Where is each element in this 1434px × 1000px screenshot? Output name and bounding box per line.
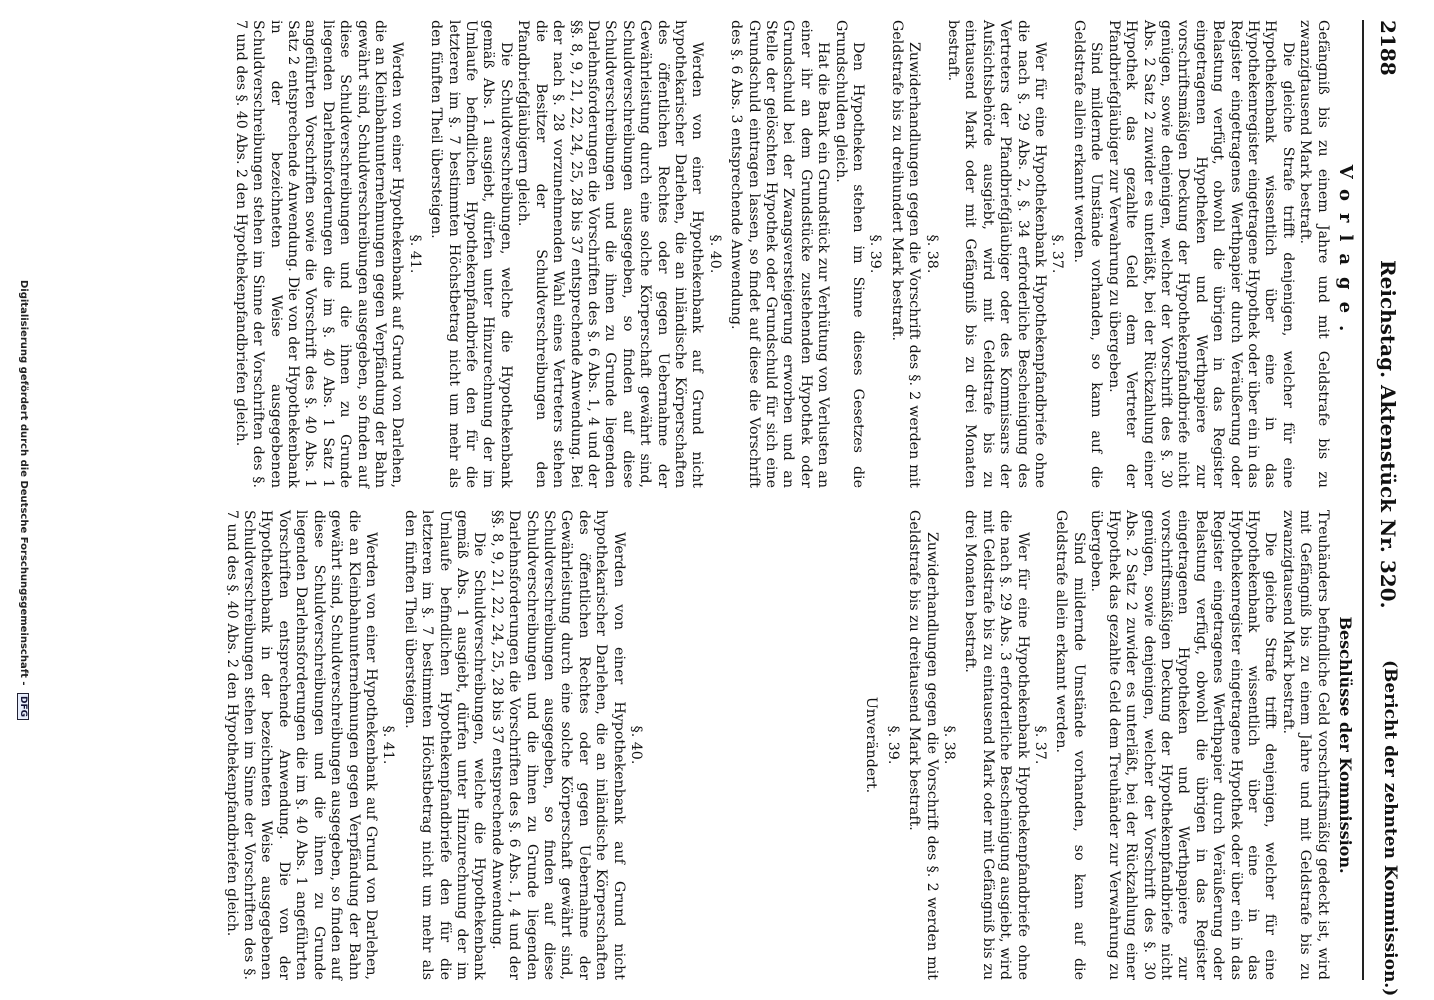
section-heading: §. 40. xyxy=(628,725,645,765)
digitization-text: Digitalisierung gefördert durch die Deutsche Forschungsgemeinschaft - xyxy=(18,279,29,686)
section-heading: §. 41. xyxy=(380,725,397,765)
paragraph: Werden von einer Hypothekenbank auf Grund nicht hypothekarischer Darlehen, die an inländische Körperschaften des öffentlichen Rechtes oder gegen Uebernahme der Gewährleistung durch eine solche Körperschaft gewährt sind, Schuldverschreibungen ausgegeben, so finden auf diese Schuldverschreibungen und die ihnen zu Grunde liegenden Darlehnsforderungen die Vorschriften des §. 6 Abs. 1, 4 und der §§. 8, 9, 21, 22, 24, 25, 28 bis 37 entsprechende Anwendung. xyxy=(488,510,627,980)
section-heading: §. 39. xyxy=(867,234,884,274)
section-heading: §. 41. xyxy=(406,234,423,274)
column-heading-vorlage: Vorlage. xyxy=(1335,164,1356,344)
section-heading: §. 38. xyxy=(923,234,940,274)
paragraph: Zuwiderhandlungen gegen die Vorschrift des §. 2 werden mit Geldstrafe bis zu dreihundert Mark bestraft. xyxy=(888,20,923,488)
paragraph: Die Schuldverschreibungen, welche die Hypothekenbank gemäß Abs. 1 ausgiebt, dürfen unter Hinzurechnung der im Umlaufe befindlichen Hypothekenpfandbriefe den für die letzteren im §. 7 bestimmten Höchstbetrag nicht um mehr als den fünften Theil übersteigen. xyxy=(401,510,488,980)
paragraph: Werden von einer Hypothekenbank auf Grund von Darlehen, die an Kleinbahnunternehmungen gegen Verpfändung der Bahn gewährt sind, Schuldverschreibungen ausgegeben, so finden auf diese Schuldverschreibungen und die ihnen zu Grunde liegenden Darlehnsforderungen die im §. 40 Abs. 1 angeführten Vorschriften entsprechende Anwendung. Die von der Hypothekenbank in der bezeichneten Weise ausgegebenen Schuldverschreibungen stehen im Sinne der Vorschriften des §. 7 und des §. 40 Abs. 2 den Hypothekenpfandbriefen gleich. xyxy=(223,510,379,980)
paragraph: Gefängniß bis zu einem Jahre und mit Geldstrafe bis zu zwanzigtausend Mark bestraft. xyxy=(1297,20,1331,488)
report-label: (Bericht der zehnten Kommission.) xyxy=(1380,660,1400,997)
section-heading: §. 39. xyxy=(884,725,901,765)
paragraph: Sind mildernde Umstände vorhanden, so kann auf die Geldstrafe allein erkannt werden. xyxy=(1070,20,1105,488)
digitization-notice xyxy=(17,0,29,1000)
paragraph: Sind mildernde Umstände vorhanden, so kann auf die Geldstrafe allein erkannt werden. xyxy=(1053,510,1087,980)
section-heading: §. 38. xyxy=(941,725,958,765)
paragraph: Treuhänders befindliche Geld vorschriftsmäßig gedeckt ist, wird mit Gefängniß bis zu einem Jahre und mit Geldstrafe bis zu zwanzigtausend Mark bestraft. xyxy=(1279,510,1331,980)
section-heading: §. 37. xyxy=(1032,725,1049,765)
header-rule xyxy=(1362,20,1364,980)
column-heading-beschluesse: Beschlüsse der Kommission. xyxy=(1336,616,1355,874)
section-heading: §. 37. xyxy=(1049,234,1066,274)
paragraph: Werden von einer Hypothekenbank auf Grund von Darlehen, die an Kleinbahnunternehmungen gegen Verpfändung der Bahn gewährt sind, Schuldverschreibungen ausgegeben, so finden auf diese Schuldverschreibungen und die ihnen zu Grunde liegenden Darlehnsforderungen die im §. 40 Abs. 1 Satz 1 angeführten Vorschriften sowie die Vorschrift des §. 40 Abs. 1 Satz 2 entsprechende Anwendung. Die von der Hypothekenbank in der bezeichneten Weise ausgegebenen Schuldverschreibungen stehen im Sinne der Vorschriften des §. 7 und des §. 40 Abs. 2 den Hypothekenpfandbriefen gleich. xyxy=(232,20,406,488)
paragraph: Werden von einer Hypothekenbank auf Grund nicht hypothekarischer Darlehen, die an inländische Körperschaften des öffentlichen Rechtes oder gegen Uebernahme der Gewährleistung durch eine solche Körperschaft gewährt sind, Schuldverschreibungen ausgegeben, so finden auf diese Schuldverschreibungen und die ihnen zu Grunde liegenden Darlehnsforderungen die Vorschriften des §. 6 Abs. 1, 4 und der §§. 8, 9, 21, 22, 24, 25, 28 bis 37 entsprechende Anwendung. Bei der nach §. 28 vorzunehmenden Wahl eines Vertreters stehen die Besitzer der Schuldverschreibungen den Pfandbriefgläubigern gleich. xyxy=(515,20,706,488)
paragraph: Zuwiderhandlungen gegen die Vorschrift des §. 2 werden mit Geldstrafe bis zu dreitausend Mark bestraft. xyxy=(906,510,940,980)
paragraph: Wer für eine Hypothekenbank Hypothekenpfandbriefe ohne die nach §. 29 Abs. 3 erforderliche Bescheinigung ausgiebt, wird mit Geldstrafe bis zu eintausend Mark oder mit Gefängniß bis zu drei Monaten bestraft. xyxy=(962,510,1031,980)
page-header xyxy=(1370,0,1400,1000)
paragraph: Den Hypotheken stehen im Sinne dieses Gesetzes die Grundschulden gleich. xyxy=(832,20,867,488)
column-vorlage xyxy=(231,20,1354,488)
dfg-logo: DFG xyxy=(17,693,29,720)
unchanged-note: Unverändert. xyxy=(863,696,880,794)
spacer xyxy=(648,510,858,980)
page-number: 2188 xyxy=(1376,20,1400,76)
paragraph: Wer für eine Hypothekenbank Hypothekenpfandbriefe ohne die nach §. 29 Abs. 2, §. 34 erforderliche Bescheinigung des Vertreters der Pfandbriefgläubiger oder des Kommissars der Aufsichtsbehörde ausgiebt, wird mit Geldstrafe bis zu eintausend Mark oder mit Gefängniß bis zu drei Monaten bestraft. xyxy=(945,20,1049,488)
paragraph: Hat die Bank ein Grundstück zur Verhütung von Verlusten an einer ihr an dem Grundstücke zustehenden Hypothek oder Grundschuld bei der Zwangsversteigerung erworben und an Stelle der gelöschten Hypothek oder Grundschuld für sich eine Grundschuld eintragen lassen, so findet auf diese die Vorschrift des §. 6 Abs. 3 entsprechende Anwendung. xyxy=(728,20,832,488)
paragraph: Die gleiche Strafe trifft denjenigen, welcher für eine Hypothekenbank wissentlich über eine in das Hypothekenregister eingetragene Hypothek oder über ein in das Register eingetragenes Werthpapier durch Veräußerung oder Belastung verfügt, obwohl die übrigen in das Register eingetragenen Hypotheken und Werthpapiere zur vorschriftsmäßigen Deckung der Hypothekenpfandbriefe nicht genügen, sowie denjenigen, welcher der Vorschrift des §. 30 Abs. 2 Satz 2 zuwider es unterläßt, bei der Rückzahlung einer Hypothek das gezahlte Geld dem Treuhänder zur Verwahrung zu übergeben. xyxy=(1088,510,1279,980)
paragraph: Die gleiche Strafe trifft denjenigen, welcher für eine Hypothekenbank wissentlich über eine in das Hypothekenregister eingetragene Hypothek oder über ein in das Register eingetragenes Werthpapier durch Veräußerung oder Belastung verfügt, obwohl die übrigen in das Register eingetragenen Hypotheken und Werthpapiere zur vorschriftsmäßigen Deckung der Hypothekenpfandbriefe nicht genügen, sowie denjenigen, welcher der Vorschrift des §. 30 Abs. 2 Satz 2 zuwider es unterläßt, bei der Rückzahlung einer Hypothek das gezahlte Geld dem Vertreter der Pfandbriefgläubiger zur Verwahrung zu übergeben. xyxy=(1105,20,1296,489)
paragraph: Die Schuldverschreibungen, welche die Hypothekenbank gemäß Abs. 1 ausgiebt, dürfen unter Hinzurechnung der im Umlaufe befindlichen Hypothekenpfandbriefe den für die letzteren im §. 7 bestimmten Höchstbetrag nicht um mehr als den fünften Theil übersteigen. xyxy=(428,20,514,488)
section-heading: §. 40. xyxy=(706,234,723,274)
document-title: Reichstag. Aktenstück Nr. 320. xyxy=(1376,260,1400,609)
column-beschluesse xyxy=(222,510,1354,980)
